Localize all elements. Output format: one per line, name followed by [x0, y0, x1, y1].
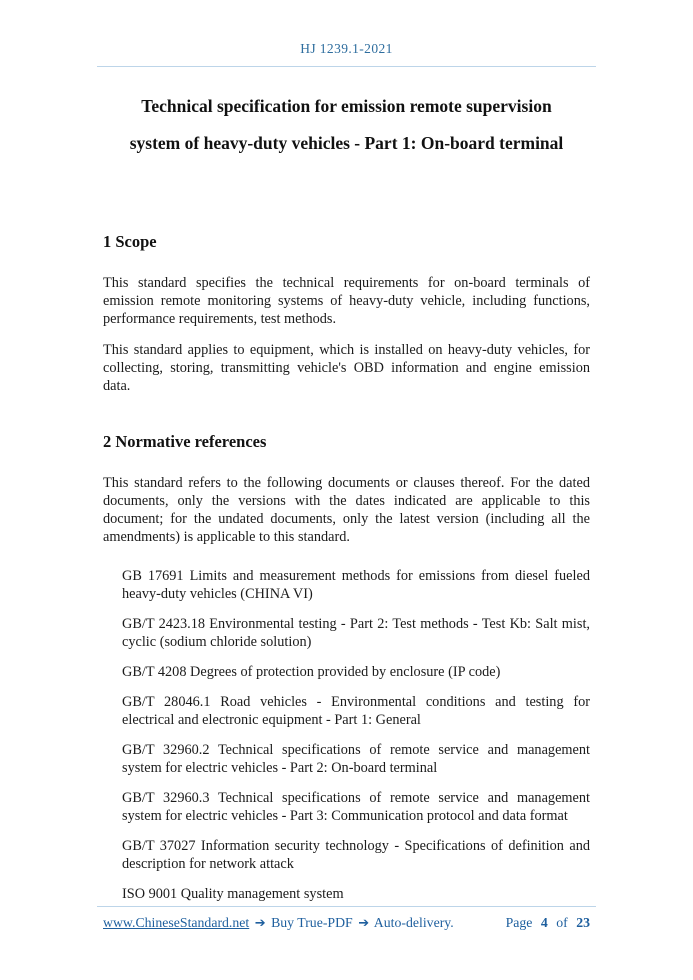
section-heading-normative-references: 2 Normative references — [103, 432, 267, 451]
right-arrow-icon: ➔ — [254, 916, 266, 931]
footer-buy-text: Buy True-PDF — [271, 915, 353, 930]
header-rule — [97, 66, 596, 67]
paragraph-scope-2: This standard applies to equipment, which is installed on heavy-duty vehicles, for collecting, storing, transmitting vehicle's OBD information and engine emission data. — [103, 342, 590, 394]
page-indicator — [501, 914, 590, 932]
reference-item-gbt-32960-3: GB/T 32960.3 Technical specifications of remote service and management system for electric vehicles - Part 3: Communication protocol and data format — [122, 790, 590, 824]
section-heading-scope: 1 Scope — [103, 232, 157, 251]
page-footer — [0, 906, 693, 933]
right-arrow-icon: ➔ — [358, 916, 370, 931]
paragraph-scope-1: This standard specifies the technical requirements for on-board terminals of emission remote monitoring systems of heavy-duty vehicle, including functions, performance requirements, test methods. — [103, 275, 590, 327]
document-title-line-1: Technical specification for emission remote supervision — [141, 96, 552, 116]
document-body — [103, 232, 590, 903]
document-title-line-2: system of heavy-duty vehicles - Part 1: On-board terminal — [129, 133, 564, 153]
footer-website-link[interactable]: www.ChineseStandard.net — [103, 915, 250, 930]
paragraph-normative-intro: This standard refers to the following documents or clauses thereof. For the dated documents, only the versions with the dates indicated are applicable to this document; for the undated documents, only the latest version (including all the amendments) is applicable to this standard. — [103, 475, 590, 545]
document-title — [0, 88, 693, 162]
reference-item-gbt-2423-18: GB/T 2423.18 Environmental testing - Part 2: Test methods - Test Kb: Salt mist, cyclic (sodium chloride solution) — [122, 616, 590, 650]
reference-item-gbt-28046-1: GB/T 28046.1 Road vehicles - Environmental conditions and testing for electrical and electronic equipment - Part 1: General — [122, 694, 590, 728]
footer-delivery-text: Auto-delivery. — [373, 915, 454, 930]
footer-promo-line — [103, 914, 454, 933]
page-total-number: 23 — [576, 915, 590, 930]
header-doc-number: HJ 1239.1-2021 — [300, 41, 393, 56]
page-label: Page — [505, 915, 533, 930]
reference-item-gbt-32960-2: GB/T 32960.2 Technical specifications of remote service and management system for electric vehicles - Part 2: On-board terminal — [122, 742, 590, 776]
reference-item-iso-9001: ISO 9001 Quality management system — [122, 886, 344, 902]
reference-list — [103, 567, 590, 903]
reference-item-gb-17691: GB 17691 Limits and measurement methods for emissions from diesel fueled heavy-duty vehicles (CHINA VI) — [122, 568, 590, 602]
page-of-label: of — [556, 915, 568, 930]
reference-item-gbt-37027: GB/T 37027 Information security technology - Specifications of definition and description for network attack — [122, 838, 590, 872]
reference-item-gbt-4208: GB/T 4208 Degrees of protection provided by enclosure (IP code) — [122, 664, 501, 680]
page-current-number: 4 — [540, 915, 548, 930]
